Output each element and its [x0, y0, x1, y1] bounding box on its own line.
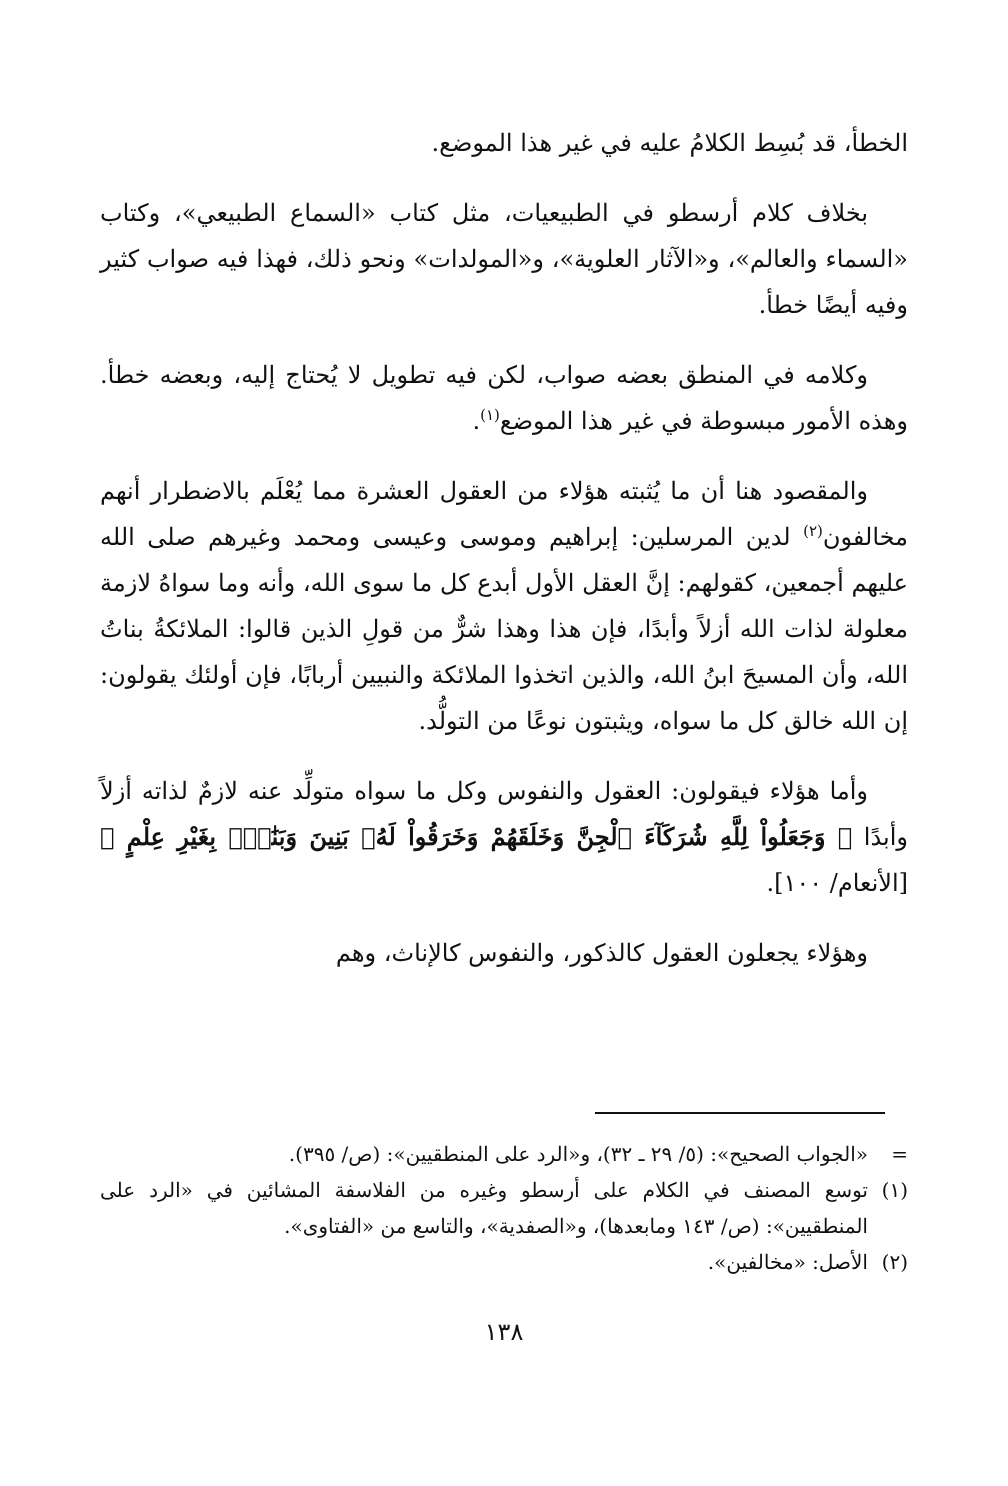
footnotes [100, 1136, 908, 1280]
footnote-mark: = [891, 1142, 908, 1166]
paragraph-logic-tail: . [472, 407, 481, 435]
paragraph-quran-quote-part1: وأما هؤلاء فيقولون: العقول والنفوس وكل ما سواه متولِّد عنه لازمٌ لذاته أزلاً وأبدًا [100, 777, 908, 851]
paragraph-physics: بخلاف كلام أرسطو في الطبيعيات، مثل كتاب «السماع الطبيعي»، وكتاب «السماء والعالم»، و«الآثار العلوية»، و«المولدات» ونحو ذلك، فهذا فيه صواب كثير وفيه أيضًا خطأ. [100, 199, 908, 319]
paragraph-last-line: وهؤلاء يجعلون العقول كالذكور، والنفوس كالإناث، وهم [335, 939, 868, 967]
paragraph-continuation: الخطأ، قد بُسِط الكلامُ عليه في غير هذا الموضع. [431, 129, 908, 157]
footnote-mark: (١) [881, 1178, 908, 1202]
paragraph-ten-intellects-part2: لدين المرسلين: إبراهيم وموسى وعيسى ومحمد وغيرهم صلى الله عليهم أجمعين، كقولهم: إنَّ العقل الأول أبدع كل ما سوى الله، وأنه وما سواهُ لازمة معلولة لذات الله أزلاً وأبدًا، فإن هذا وهذا شرٌّ من قولِ الذين قالوا: الملائكةُ بناتُ الله، وأن المسيحَ ابنُ الله، والذين اتخذوا الملائكة والنبيين أربابًا، فإن أولئك يقولون: إن الله خالق كل ما سواه، ويثبتون نوعًا من التولُّد. [100, 523, 908, 735]
footnote-ref-1: (١) [480, 406, 500, 424]
quran-verse: ﴿ وَجَعَلُواْ لِلَّهِ شُرَكَآءَ ٱلْجِنَّ وَخَلَقَهُمْ وَخَرَقُواْ لَهُۥ بَنِينَ وَبَنَٰتٍۭ بِغَيْرِ عِلْمٍ ﴾ [100, 822, 853, 851]
quran-reference: [الأنعام/ ١٠٠]. [766, 869, 908, 897]
main-text [100, 120, 908, 1000]
paragraph-ten-intellects [100, 468, 908, 744]
paragraph-logic [100, 352, 908, 444]
footnote-text: الأصل: «مخالفين». [707, 1250, 868, 1274]
footnote-mark: (٢) [881, 1250, 908, 1274]
page-number: ١٣٨ [484, 1318, 524, 1346]
footnote-2 [100, 1244, 908, 1280]
paragraph-quran-quote [100, 768, 908, 906]
paragraph-logic-text: وكلامه في المنطق بعضه صواب، لكن فيه تطويل لا يُحتاج إليه، وبعضه خطأ. وهذه الأمور مبسوطة في غير هذا الموضع [100, 361, 908, 435]
footnote-continued [100, 1136, 908, 1172]
footnote-text: توسع المصنف في الكلام على أرسطو وغيره من الفلاسفة المشائين في «الرد على المنطقيين»: (ص/ ١٤٣ ومابعدها)، و«الصفدية»، والتاسع من «الفتاوى». [100, 1178, 868, 1238]
paragraph-ten-intellects-part1: والمقصود هنا أن ما يُثبته هؤلاء من العقول العشرة مما يُعْلَم بالاضطرار أنهم مخالفون [100, 477, 908, 551]
footnote-1 [100, 1172, 908, 1244]
footnote-text: «الجواب الصحيح»: (٥/ ٢٩ ـ ٣٢)، و«الرد على المنطقيين»: (ص/ ٣٩٥). [288, 1142, 868, 1166]
footnote-ref-2: (٢) [803, 522, 823, 540]
footnote-separator [595, 1112, 885, 1114]
